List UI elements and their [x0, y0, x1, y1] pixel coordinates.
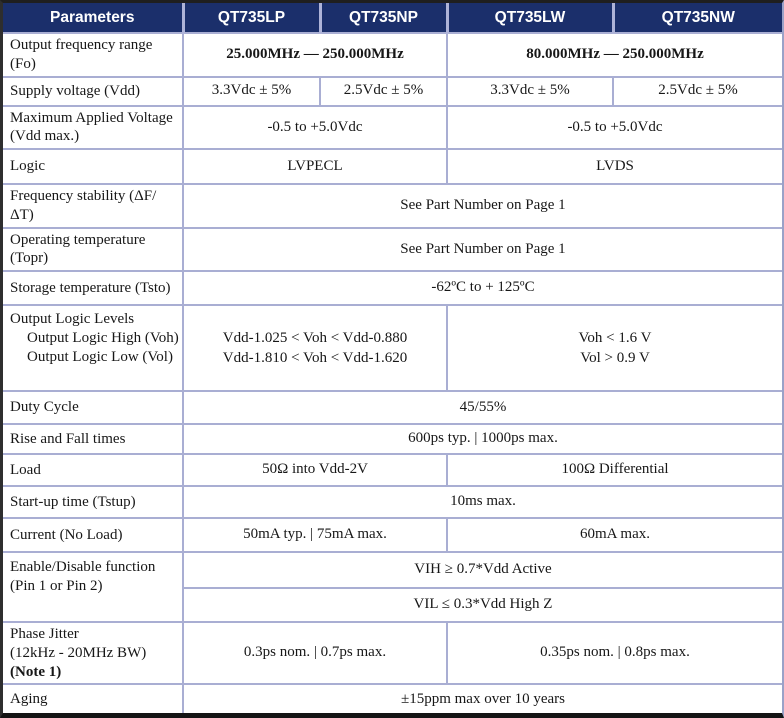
cell-operating-temperature: See Part Number on Page 1: [183, 228, 782, 272]
param-label-load: Load: [3, 454, 183, 486]
logic-levels-label-line2: Output Logic High (Voh): [27, 329, 179, 346]
cell-duty-cycle: 45/55%: [183, 391, 782, 424]
phase-jitter-label-line2: (12kHz - 20MHz BW): [10, 644, 147, 661]
cell-logic-levels-lvds: [447, 305, 782, 391]
header-row: [3, 3, 782, 33]
row-aging: [3, 684, 782, 713]
param-label-logic: Logic: [3, 149, 183, 184]
cell-enable-vil: VIL ≤ 0.3*Vdd High Z: [183, 588, 782, 622]
row-enable-disable-active: [3, 552, 782, 588]
row-rise-fall-times: [3, 424, 782, 454]
cell-logic-lvds: LVDS: [447, 149, 782, 184]
column-header-qt735lp: QT735LP: [183, 3, 320, 33]
cell-logic-levels-lvpecl: [183, 305, 447, 391]
cell-load-lvds: 100Ω Differential: [447, 454, 782, 486]
cell-supply-qt735np: 2.5Vdc ± 5%: [320, 77, 447, 106]
phase-jitter-label-line1: Phase Jitter: [10, 626, 79, 642]
logic-levels-label-line1: Output Logic Levels: [10, 311, 135, 327]
lvpecl-vol-range: Vdd-1.810 < Voh < Vdd-1.620: [222, 349, 408, 366]
cell-storage-temperature: -62ºC to + 125ºC: [183, 271, 782, 305]
max-voltage-label-line1: Maximum Applied Voltage: [10, 109, 173, 126]
param-label-output-logic-levels: [3, 305, 183, 391]
phase-jitter-note-ref: (Note 1): [10, 663, 62, 680]
cell-enable-vih: VIH ≥ 0.7*Vdd Active: [183, 552, 782, 588]
row-current-no-load: [3, 518, 782, 552]
cell-freq-lvpecl: 25.000MHz — 250.000MHz: [183, 33, 447, 77]
lvds-vol-limit: Vol > 0.9 V: [580, 349, 650, 366]
param-label-current-no-load: Current (No Load): [3, 518, 183, 552]
oscillator-spec-table: [3, 3, 782, 713]
param-label-duty-cycle: Duty Cycle: [3, 391, 183, 424]
cell-startup-time: 10ms max.: [183, 486, 782, 518]
max-voltage-label-line2: (Vdd max.): [10, 128, 80, 145]
lvpecl-voh-range: Vdd-1.025 < Voh < Vdd-0.880: [222, 330, 408, 346]
row-storage-temperature: [3, 271, 782, 305]
column-header-qt735lw: QT735LW: [447, 3, 613, 33]
param-label-aging: Aging: [3, 684, 183, 713]
param-label-startup-time: Start-up time (Tstup): [3, 486, 183, 518]
logic-levels-label-line3: Output Logic Low (Vol): [27, 348, 173, 365]
cell-supply-qt735lp: 3.3Vdc ± 5%: [183, 77, 320, 106]
cell-aging: ±15ppm max over 10 years: [183, 684, 782, 713]
param-label-operating-temperature: Operating temperature (Topr): [3, 228, 183, 272]
param-label-storage-temperature: Storage temperature (Tsto): [3, 271, 183, 305]
cell-freq-lvds: 80.000MHz — 250.000MHz: [447, 33, 782, 77]
row-logic: [3, 149, 782, 184]
cell-rise-fall-times: 600ps typ. | 1000ps max.: [183, 424, 782, 454]
row-output-logic-levels: [3, 305, 782, 391]
lvds-voh-limit: Voh < 1.6 V: [578, 330, 652, 346]
row-output-frequency: [3, 33, 782, 77]
row-startup-time: [3, 486, 782, 518]
cell-supply-qt735nw: 2.5Vdc ± 5%: [613, 77, 782, 106]
cell-logic-lvpecl: LVPECL: [183, 149, 447, 184]
column-header-parameters: Parameters: [3, 3, 183, 33]
param-label-output-frequency: Output frequency range (Fo): [3, 33, 183, 77]
cell-maxv-lvpecl: -0.5 to +5.0Vdc: [183, 106, 447, 150]
row-duty-cycle: [3, 391, 782, 424]
cell-frequency-stability: See Part Number on Page 1: [183, 184, 782, 228]
enable-disable-label-line1: Enable/Disable function: [10, 559, 156, 575]
param-label-enable-disable: [3, 552, 183, 622]
param-label-max-applied-voltage: [3, 106, 183, 150]
enable-disable-label-line2: (Pin 1 or Pin 2): [10, 577, 103, 594]
row-supply-voltage: [3, 77, 782, 106]
row-load: [3, 454, 782, 486]
cell-maxv-lvds: -0.5 to +5.0Vdc: [447, 106, 782, 150]
cell-supply-qt735lw: 3.3Vdc ± 5%: [447, 77, 613, 106]
row-frequency-stability: [3, 184, 782, 228]
cell-jitter-lvds: 0.35ps nom. | 0.8ps max.: [447, 622, 782, 684]
cell-current-lvds: 60mA max.: [447, 518, 782, 552]
param-label-supply-voltage: Supply voltage (Vdd): [3, 77, 183, 106]
column-header-qt735np: QT735NP: [320, 3, 447, 33]
column-header-qt735nw: QT735NW: [613, 3, 782, 33]
param-label-rise-fall-times: Rise and Fall times: [3, 424, 183, 454]
param-label-frequency-stability: Frequency stability (ΔF/ΔT): [3, 184, 183, 228]
row-operating-temperature: [3, 228, 782, 272]
cell-jitter-lvpecl: 0.3ps nom. | 0.7ps max.: [183, 622, 447, 684]
row-max-applied-voltage: [3, 106, 782, 150]
cell-current-lvpecl: 50mA typ. | 75mA max.: [183, 518, 447, 552]
cell-load-lvpecl: 50Ω into Vdd-2V: [183, 454, 447, 486]
